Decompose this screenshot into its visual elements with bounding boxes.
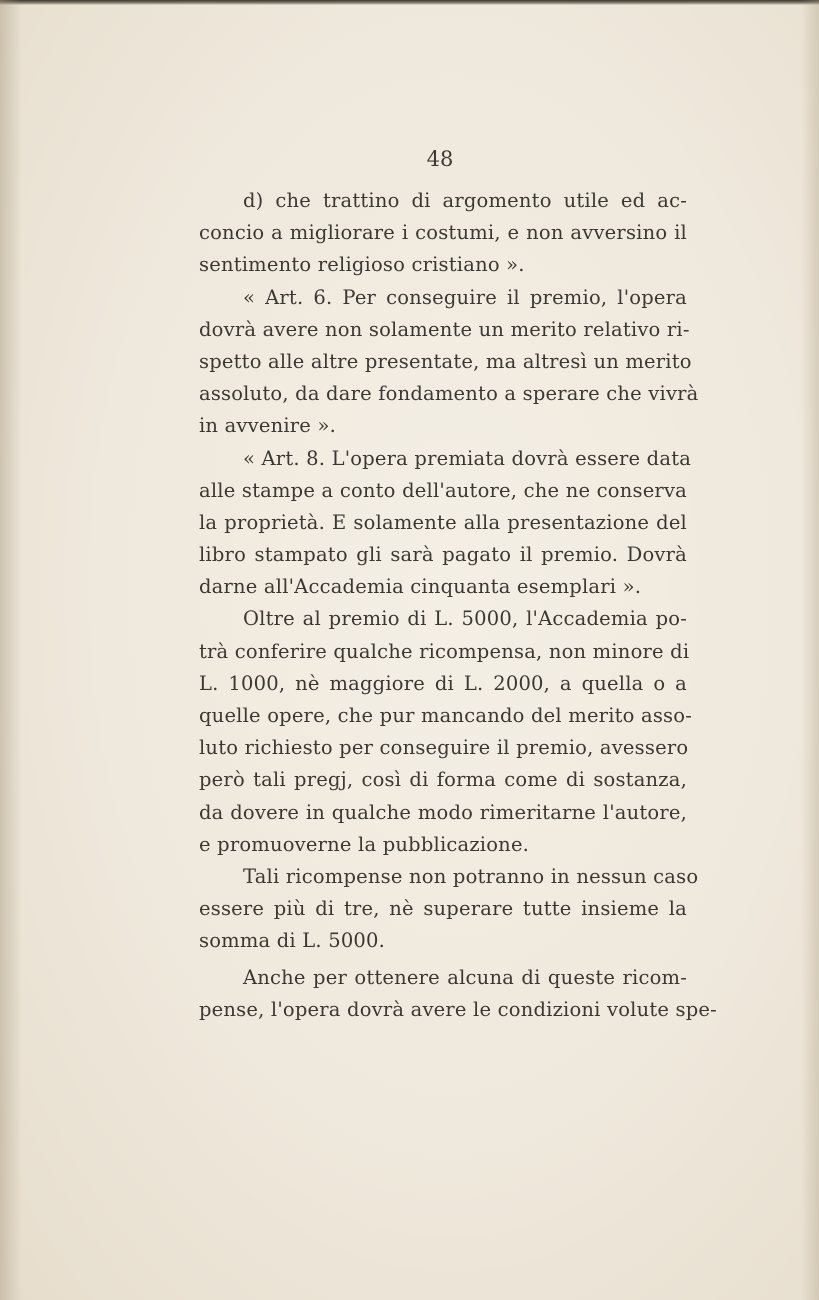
paragraph-article-6	[199, 282, 699, 443]
text-line: la proprietà. E solamente alla presentazione del	[199, 510, 687, 534]
text-line: libro stampato gli sarà pagato il premio. Dovrà	[199, 543, 687, 567]
text-line: dovrà avere non solamente un merito relativo ri-	[199, 317, 690, 341]
right-edge-shadow	[801, 0, 819, 1300]
text-line: Anche per ottenere alcuna di queste ricom-	[243, 965, 687, 989]
text-line: trà conferire qualche ricompensa, non minore di	[199, 639, 690, 663]
body-text	[199, 185, 717, 1026]
text-line: Tali ricompense non potranno in nessun caso	[243, 864, 699, 888]
text-line: « Art. 6. Per conseguire il premio, l'opera	[243, 285, 687, 309]
text-line: darne all'Accademia cinquanta esemplari ».	[199, 575, 642, 599]
top-edge-rule	[0, 0, 819, 5]
text-line: da dovere in qualche modo rimeritarne l'autore,	[199, 800, 687, 824]
page-number: 48	[426, 147, 454, 171]
text-line: somma di L. 5000.	[199, 929, 386, 953]
text-line: L. 1000, nè maggiore di L. 2000, a quella o a	[199, 671, 687, 695]
paragraph-clause-d	[199, 185, 687, 282]
text-line: alle stampe a conto dell'autore, che ne conserva	[199, 478, 687, 502]
text-line: concio a migliorare i costumi, e non avversino il	[199, 221, 687, 245]
text-line: essere più di tre, nè superare tutte insieme la	[199, 897, 687, 921]
text-line: sentimento religioso cristiano ».	[199, 253, 525, 277]
text-line: pense, l'opera dovrà avere le condizioni volute spe-	[199, 997, 717, 1021]
text-line: spetto alle altre presentate, ma altresì un merito	[199, 349, 692, 373]
paragraph-article-8	[199, 443, 692, 604]
text-line: Oltre al premio di L. 5000, l'Accademia po-	[243, 607, 687, 631]
left-edge-shadow	[0, 0, 22, 1300]
text-line: quelle opere, che pur mancando del merito asso-	[199, 704, 692, 727]
text-line: « Art. 8. L'opera premiata dovrà essere data	[243, 446, 692, 470]
paragraph-award-limits	[199, 861, 699, 958]
text-line: e promuoverne la pubblicazione.	[199, 832, 530, 856]
text-line: d) che trattino di argomento utile ed ac-	[243, 189, 687, 212]
text-line: però tali pregj, così di forma come di sostanza,	[199, 768, 687, 792]
paragraph-additional-awards	[199, 603, 692, 861]
text-line: assoluto, da dare fondamento a sperare che vivrà	[199, 382, 699, 406]
text-line: in avvenire ».	[199, 414, 336, 438]
text-line: luto richiesto per conseguire il premio, avessero	[199, 736, 689, 760]
paragraph-award-conditions	[199, 962, 717, 1026]
